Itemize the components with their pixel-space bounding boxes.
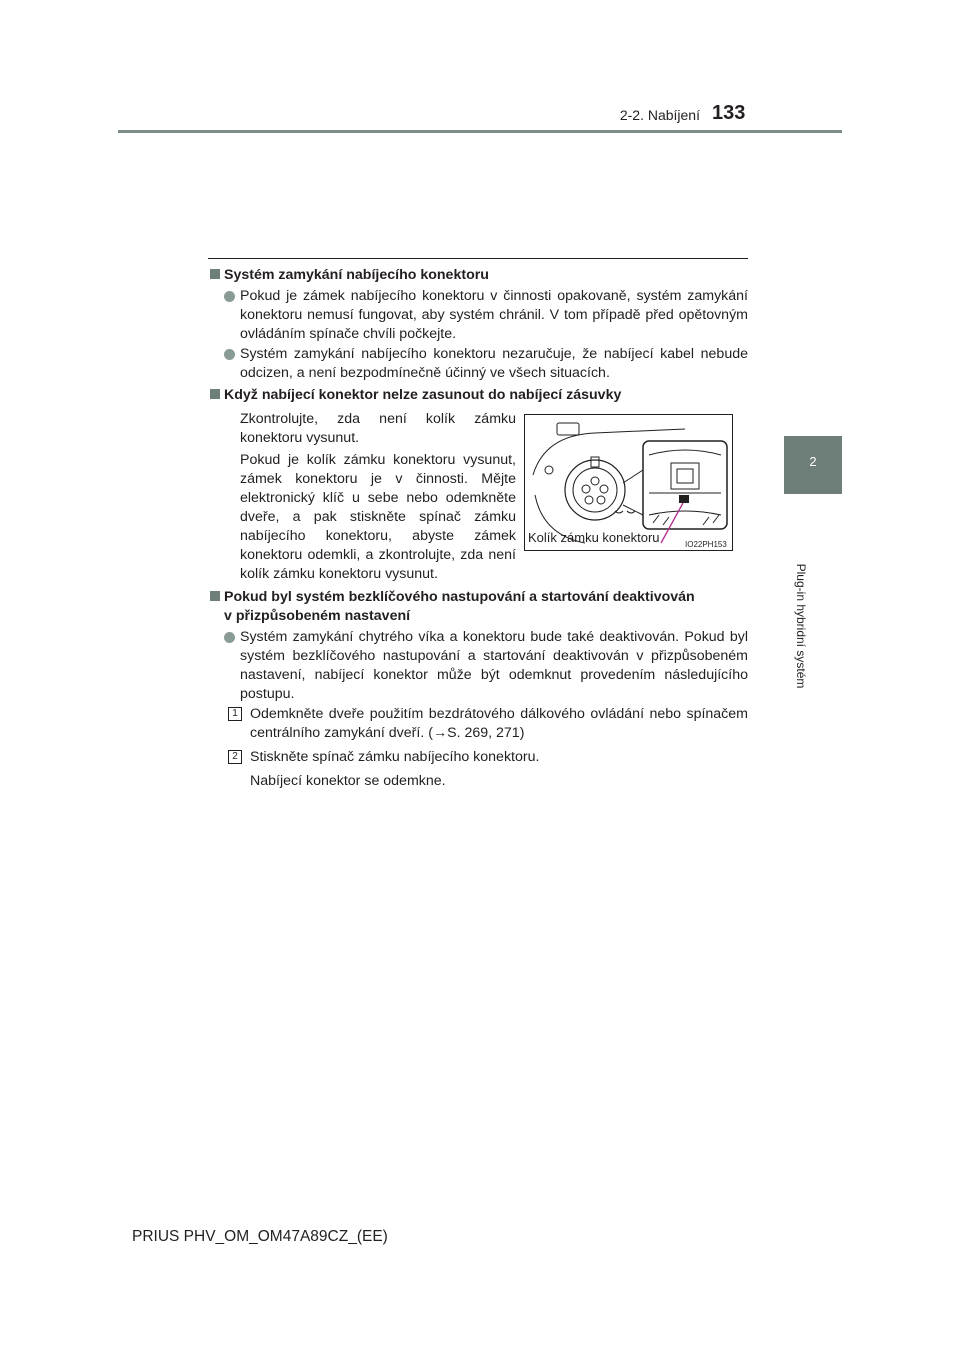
section-heading-line2: v přizpůsobeném nastavení <box>224 608 411 624</box>
round-bullet-icon <box>224 349 235 360</box>
chapter-label: Plug-in hybridní systém <box>794 563 808 689</box>
paragraph: Pokud je kolík zámku konektoru vysunut, zámek konektoru je v činnosti. Mějte elektronický klíč u sebe nebo odemkněte dveře, a pak stiskněte spínač zámku nabíjecího konektoru, abyste zámek konektoru odemkli, a zkontrolujte, zda není kolík zámku konektoru vysunut. <box>240 452 516 582</box>
step-text: Stiskněte spínač zámku nabíjecího konektoru. <box>250 749 540 765</box>
bullet-item: Systém zamykání nabíjecího konektoru nezaručuje, že nabíjecí kabel nebude odcizen, a není bezpodmínečně účinný ve všech situacích. <box>224 345 748 383</box>
square-bullet-icon <box>210 591 220 601</box>
step-number: 1 <box>228 707 242 721</box>
step-item <box>228 705 748 743</box>
document-code: PRIUS PHV_OM_OM47A89CZ_(EE) <box>132 1228 388 1245</box>
chapter-number: 2 <box>809 454 817 469</box>
step-result: Nabíjecí konektor se odemkne. <box>250 773 446 789</box>
square-bullet-icon <box>210 389 220 399</box>
paragraph: Zkontrolujte, zda není kolík zámku konektoru vysunut. <box>240 411 516 446</box>
section-heading-lock-system: Systém zamykání nabíjecího konektoru <box>210 266 750 285</box>
figure-code: IO22PH153 <box>685 540 727 549</box>
content-rule <box>208 258 748 259</box>
page-number: 133 <box>712 102 746 124</box>
section-heading-connector-insert: Když nabíjecí konektor nelze zasunout do nabíjecí zásuvky <box>210 386 750 405</box>
section-heading-keyless-deactivated: Pokud byl systém bezklíčového nastupování a startování deaktivován <box>210 588 750 607</box>
figure-callout: Kolík zámku konektoru <box>528 530 660 545</box>
step-number: 2 <box>228 750 242 764</box>
bullet-item: Pokud je zámek nabíjecího konektoru v činnosti opakovaně, systém zamykání konektoru nemusí fungovat, aby systém chránil. V tom případě před opětovným ovládáním spínače chvíli počkejte. <box>224 287 748 344</box>
step-text: Odemkněte dveře použitím bezdrátového dálkového ovládání nebo spínačem centrálního zamykání dveří. (→S. 269, 271) <box>250 706 748 741</box>
round-bullet-icon <box>224 632 235 643</box>
step-item <box>228 748 748 767</box>
header-rule <box>118 130 842 133</box>
square-bullet-icon <box>210 269 220 279</box>
round-bullet-icon <box>224 291 235 302</box>
bullet-item: Systém zamykání chytrého víka a konektoru bude také deaktivován. Pokud byl systém bezklíčového nastupování a startování deaktivován v přizpůsobeném nastavení, nabíjecí konektor může být odemknut provedením následujícího postupu. <box>224 628 748 704</box>
section-title: 2-2. Nabíjení <box>619 107 700 123</box>
